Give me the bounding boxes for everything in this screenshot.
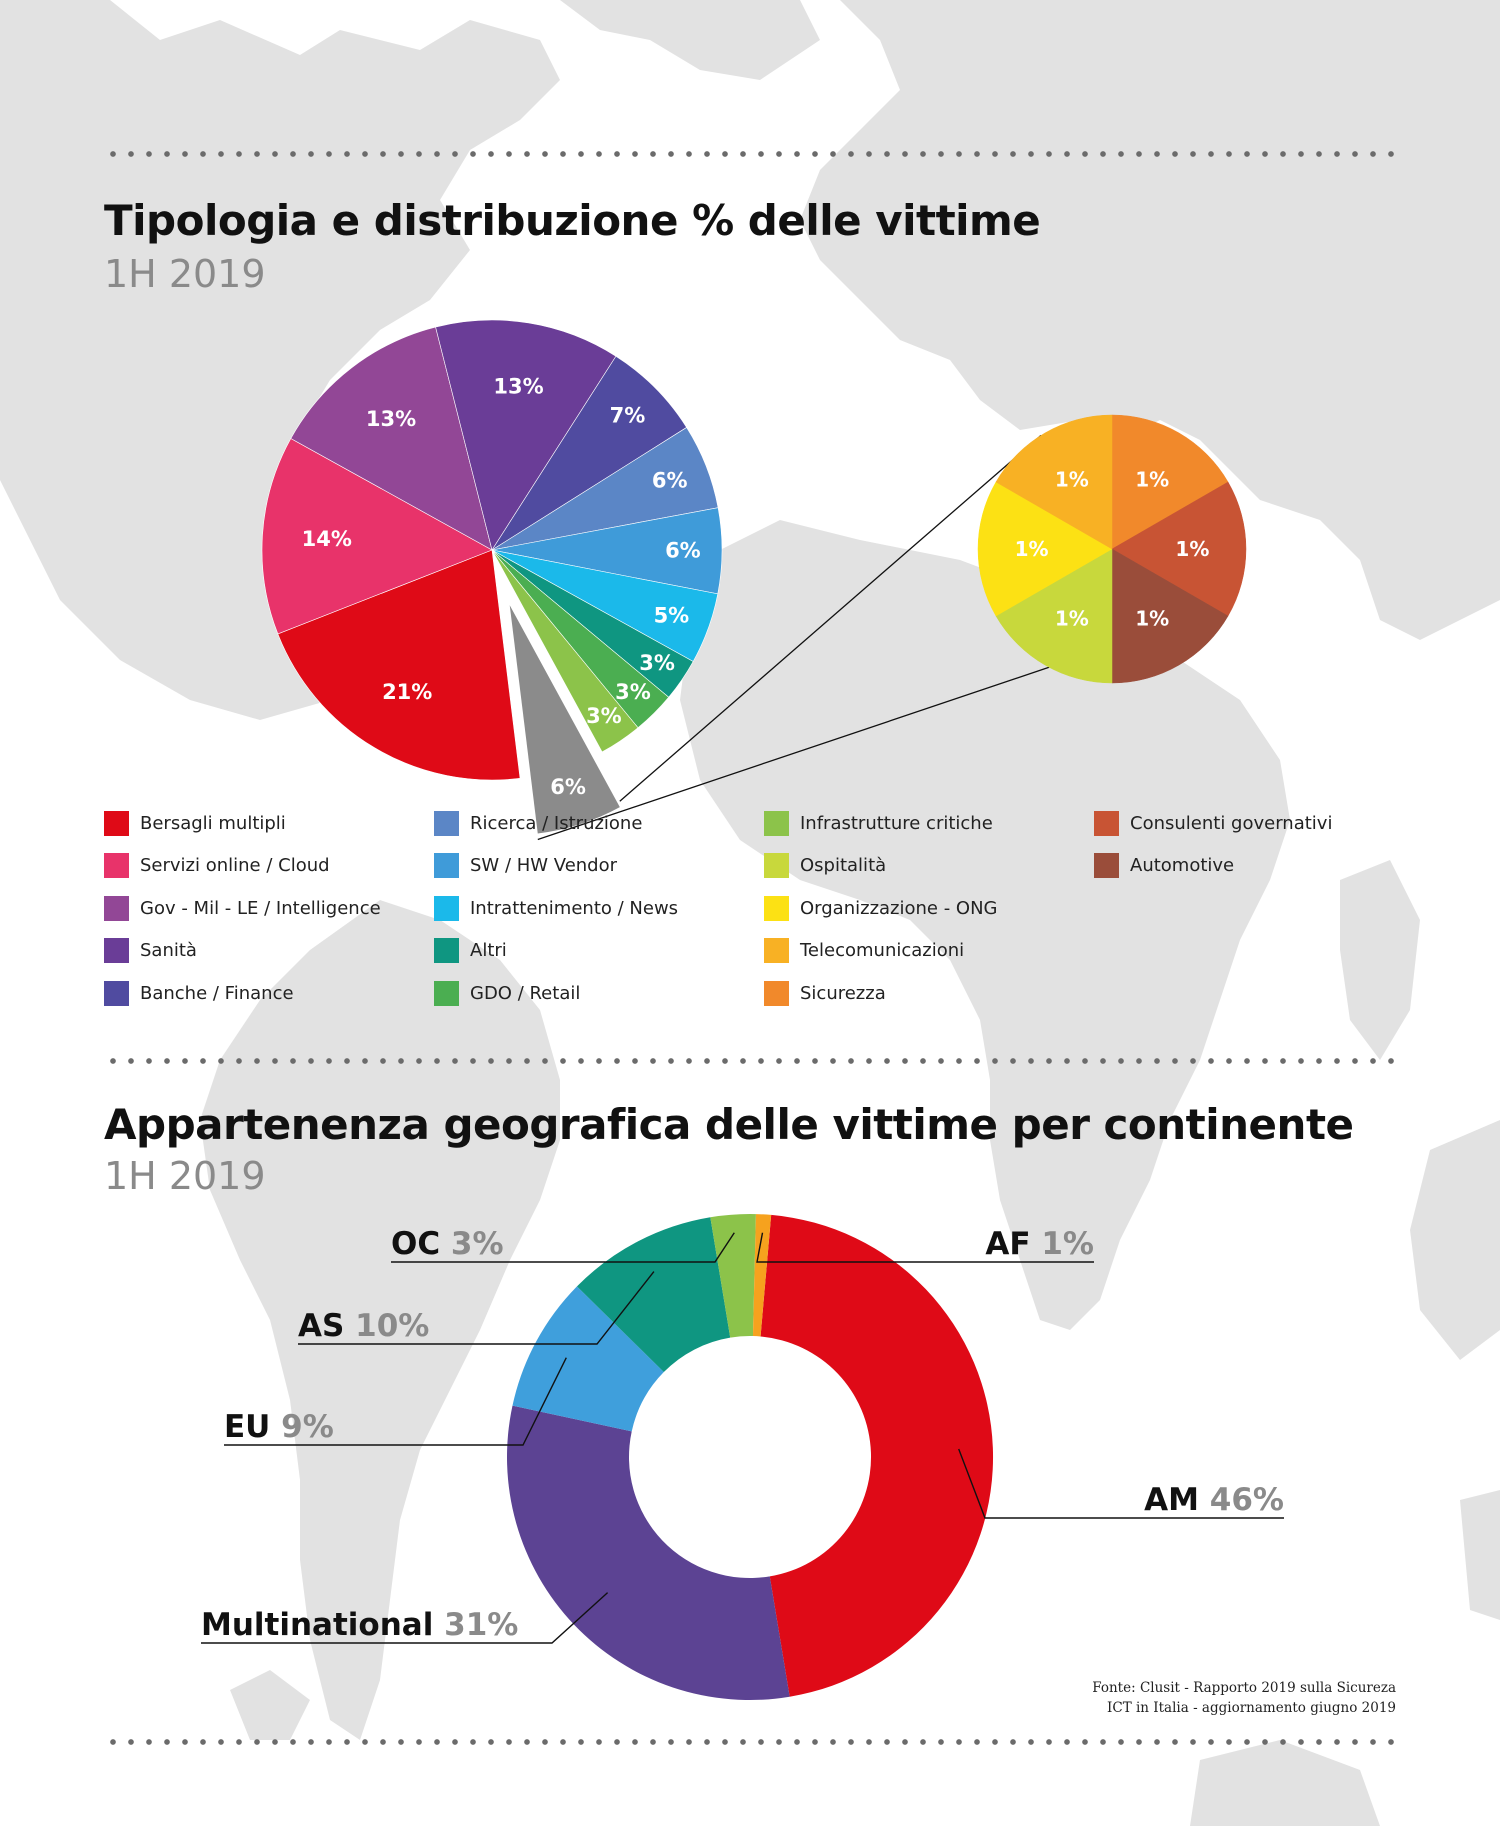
legend-swatch <box>104 938 129 963</box>
breakout-label-ospitalita: 1% <box>1054 606 1089 631</box>
breakout-label-organizzazione-ong: 1% <box>1014 537 1049 561</box>
legend-item-gov-mil-le-intelligence <box>104 895 434 921</box>
breakout-label-telecomunicazioni: 1% <box>1054 467 1089 492</box>
donut-callout-af <box>985 1226 1094 1262</box>
legend-item-altri <box>434 938 764 964</box>
legend-column <box>434 810 764 1023</box>
donut-callout-value-eu: 9% <box>281 1409 334 1445</box>
legend-item-intrattenimento-news <box>434 895 764 921</box>
legend-label: Intrattenimento / News <box>470 897 679 919</box>
legend-label: Ospitalità <box>800 855 887 876</box>
donut-callout-value-am: 46% <box>1209 1482 1284 1518</box>
legend-item-automotive <box>1094 853 1424 879</box>
donut-callout-name-am: AM <box>1144 1482 1210 1518</box>
legend-label: GDO / Retail <box>470 982 581 1004</box>
legend-swatch <box>764 896 789 921</box>
legend-swatch <box>434 981 459 1006</box>
legend-label: Gov - Mil - LE / Intelligence <box>140 897 381 919</box>
legend-label: Automotive <box>1130 855 1235 876</box>
legend-item-gdo-retail <box>434 980 764 1006</box>
legend-label: Infrastrutture critiche <box>800 812 993 834</box>
legend-swatch <box>764 938 789 963</box>
donut-callout-name-oc: OC <box>391 1226 451 1262</box>
legend-label: Ricerca / Istruzione <box>470 812 643 834</box>
pie-label-item-11: 6% <box>550 775 586 799</box>
donut-callout-multinational <box>201 1607 518 1643</box>
legend-swatch <box>764 853 789 878</box>
donut-slice-multinational <box>507 1406 790 1700</box>
source-note-line1: Fonte: Clusit - Rapporto 2019 sulla Sicureza <box>1092 1680 1396 1696</box>
donut-callout-as <box>298 1308 429 1344</box>
source-note-line2: ICT in Italia - aggiornamento giugno 2019 <box>1107 1700 1396 1716</box>
donut-callout-name-af: AF <box>985 1226 1042 1262</box>
pie-label-sw-hw-vendor: 6% <box>665 538 701 563</box>
pie-label-bersagli-multipli: 21% <box>382 680 433 705</box>
continent-donut <box>201 1214 1284 1700</box>
legend-swatch <box>764 981 789 1006</box>
legend-item-ospitalita <box>764 853 1094 879</box>
legend-swatch <box>104 896 129 921</box>
legend-item-consulenti-governativi <box>1094 810 1424 836</box>
donut-callout-eu <box>224 1409 334 1445</box>
victim-type-pie <box>262 320 722 834</box>
victim-type-legend <box>104 810 1404 1030</box>
section2-title: Appartenenza geografica delle vittime per continente <box>104 1100 1354 1149</box>
source-note <box>976 1678 1396 1718</box>
legend-label: Bersagli multipli <box>140 812 286 834</box>
donut-callout-am <box>1144 1482 1284 1518</box>
pie-label-intrattenimento-news: 5% <box>653 603 690 628</box>
breakout-pie <box>978 415 1246 683</box>
legend-item-infrastrutture-critiche <box>764 810 1094 836</box>
legend-item-sw-hw-vendor <box>434 853 764 879</box>
legend-swatch <box>434 811 459 836</box>
legend-label: SW / HW Vendor <box>470 855 618 876</box>
legend-item-servizi-online-cloud <box>104 853 434 879</box>
legend-label: Sanità <box>140 940 197 961</box>
legend-item-sicurezza <box>764 980 1094 1006</box>
pie-label-sanita: 13% <box>493 374 544 399</box>
legend-swatch <box>1094 811 1119 836</box>
legend-column <box>764 810 1094 1023</box>
section1-subtitle: 1H 2019 <box>104 252 266 296</box>
pie-label-ricerca-istruzione: 6% <box>651 468 688 493</box>
legend-item-ricerca-istruzione <box>434 810 764 836</box>
legend-swatch <box>104 811 129 836</box>
breakout-label-sicurezza: 1% <box>1135 467 1170 492</box>
legend-swatch <box>104 853 129 878</box>
legend-label: Altri <box>470 940 507 961</box>
dotted-divider-middle <box>104 1057 1400 1065</box>
legend-swatch <box>764 811 789 836</box>
pie-label-gdo-retail: 3% <box>615 680 651 704</box>
pie-label-banche-finance: 7% <box>609 403 646 428</box>
donut-callout-name-eu: EU <box>224 1409 282 1445</box>
section1-title: Tipologia e distribuzione % delle vittime <box>104 196 1041 245</box>
legend-swatch <box>104 981 129 1006</box>
section2-subtitle: 1H 2019 <box>104 1154 266 1198</box>
legend-label: Organizzazione - ONG <box>800 897 998 919</box>
legend-swatch <box>434 938 459 963</box>
donut-callout-value-oc: 3% <box>450 1226 504 1262</box>
legend-item-organizzazione-ong <box>764 895 1094 921</box>
legend-label: Sicurezza <box>800 982 886 1004</box>
donut-callout-value-multinational: 31% <box>444 1607 519 1643</box>
donut-callout-name-as: AS <box>298 1308 356 1344</box>
legend-item-sanita <box>104 938 434 964</box>
pie-label-servizi-online-cloud: 14% <box>301 527 352 551</box>
legend-item-telecomunicazioni <box>764 938 1094 964</box>
pie-label-gov-mil-le-intelligence: 13% <box>365 406 417 431</box>
legend-label: Banche / Finance <box>140 982 294 1004</box>
legend-label: Consulenti governativi <box>1130 812 1333 834</box>
pie-label-altri: 3% <box>639 651 675 675</box>
breakout-label-consulenti-governativi: 1% <box>1175 537 1210 561</box>
breakout-label-automotive: 1% <box>1135 606 1170 631</box>
legend-column <box>104 810 434 1023</box>
pie-label-infrastrutture-critiche: 3% <box>586 703 622 728</box>
legend-swatch <box>434 853 459 878</box>
legend-swatch <box>1094 853 1119 878</box>
donut-callout-value-af: 1% <box>1041 1226 1094 1262</box>
legend-column <box>1094 810 1424 895</box>
dotted-divider-bottom <box>104 1738 1400 1746</box>
legend-label: Servizi online / Cloud <box>140 855 330 876</box>
donut-callout-name-multinational: Multinational <box>201 1607 445 1643</box>
legend-label: Telecomunicazioni <box>800 940 965 961</box>
legend-item-banche-finance <box>104 980 434 1006</box>
donut-callout-oc <box>391 1226 504 1262</box>
donut-slice-am <box>761 1215 993 1697</box>
legend-swatch <box>434 896 459 921</box>
legend-item-bersagli-multipli <box>104 810 434 836</box>
donut-callout-value-as: 10% <box>355 1308 430 1344</box>
